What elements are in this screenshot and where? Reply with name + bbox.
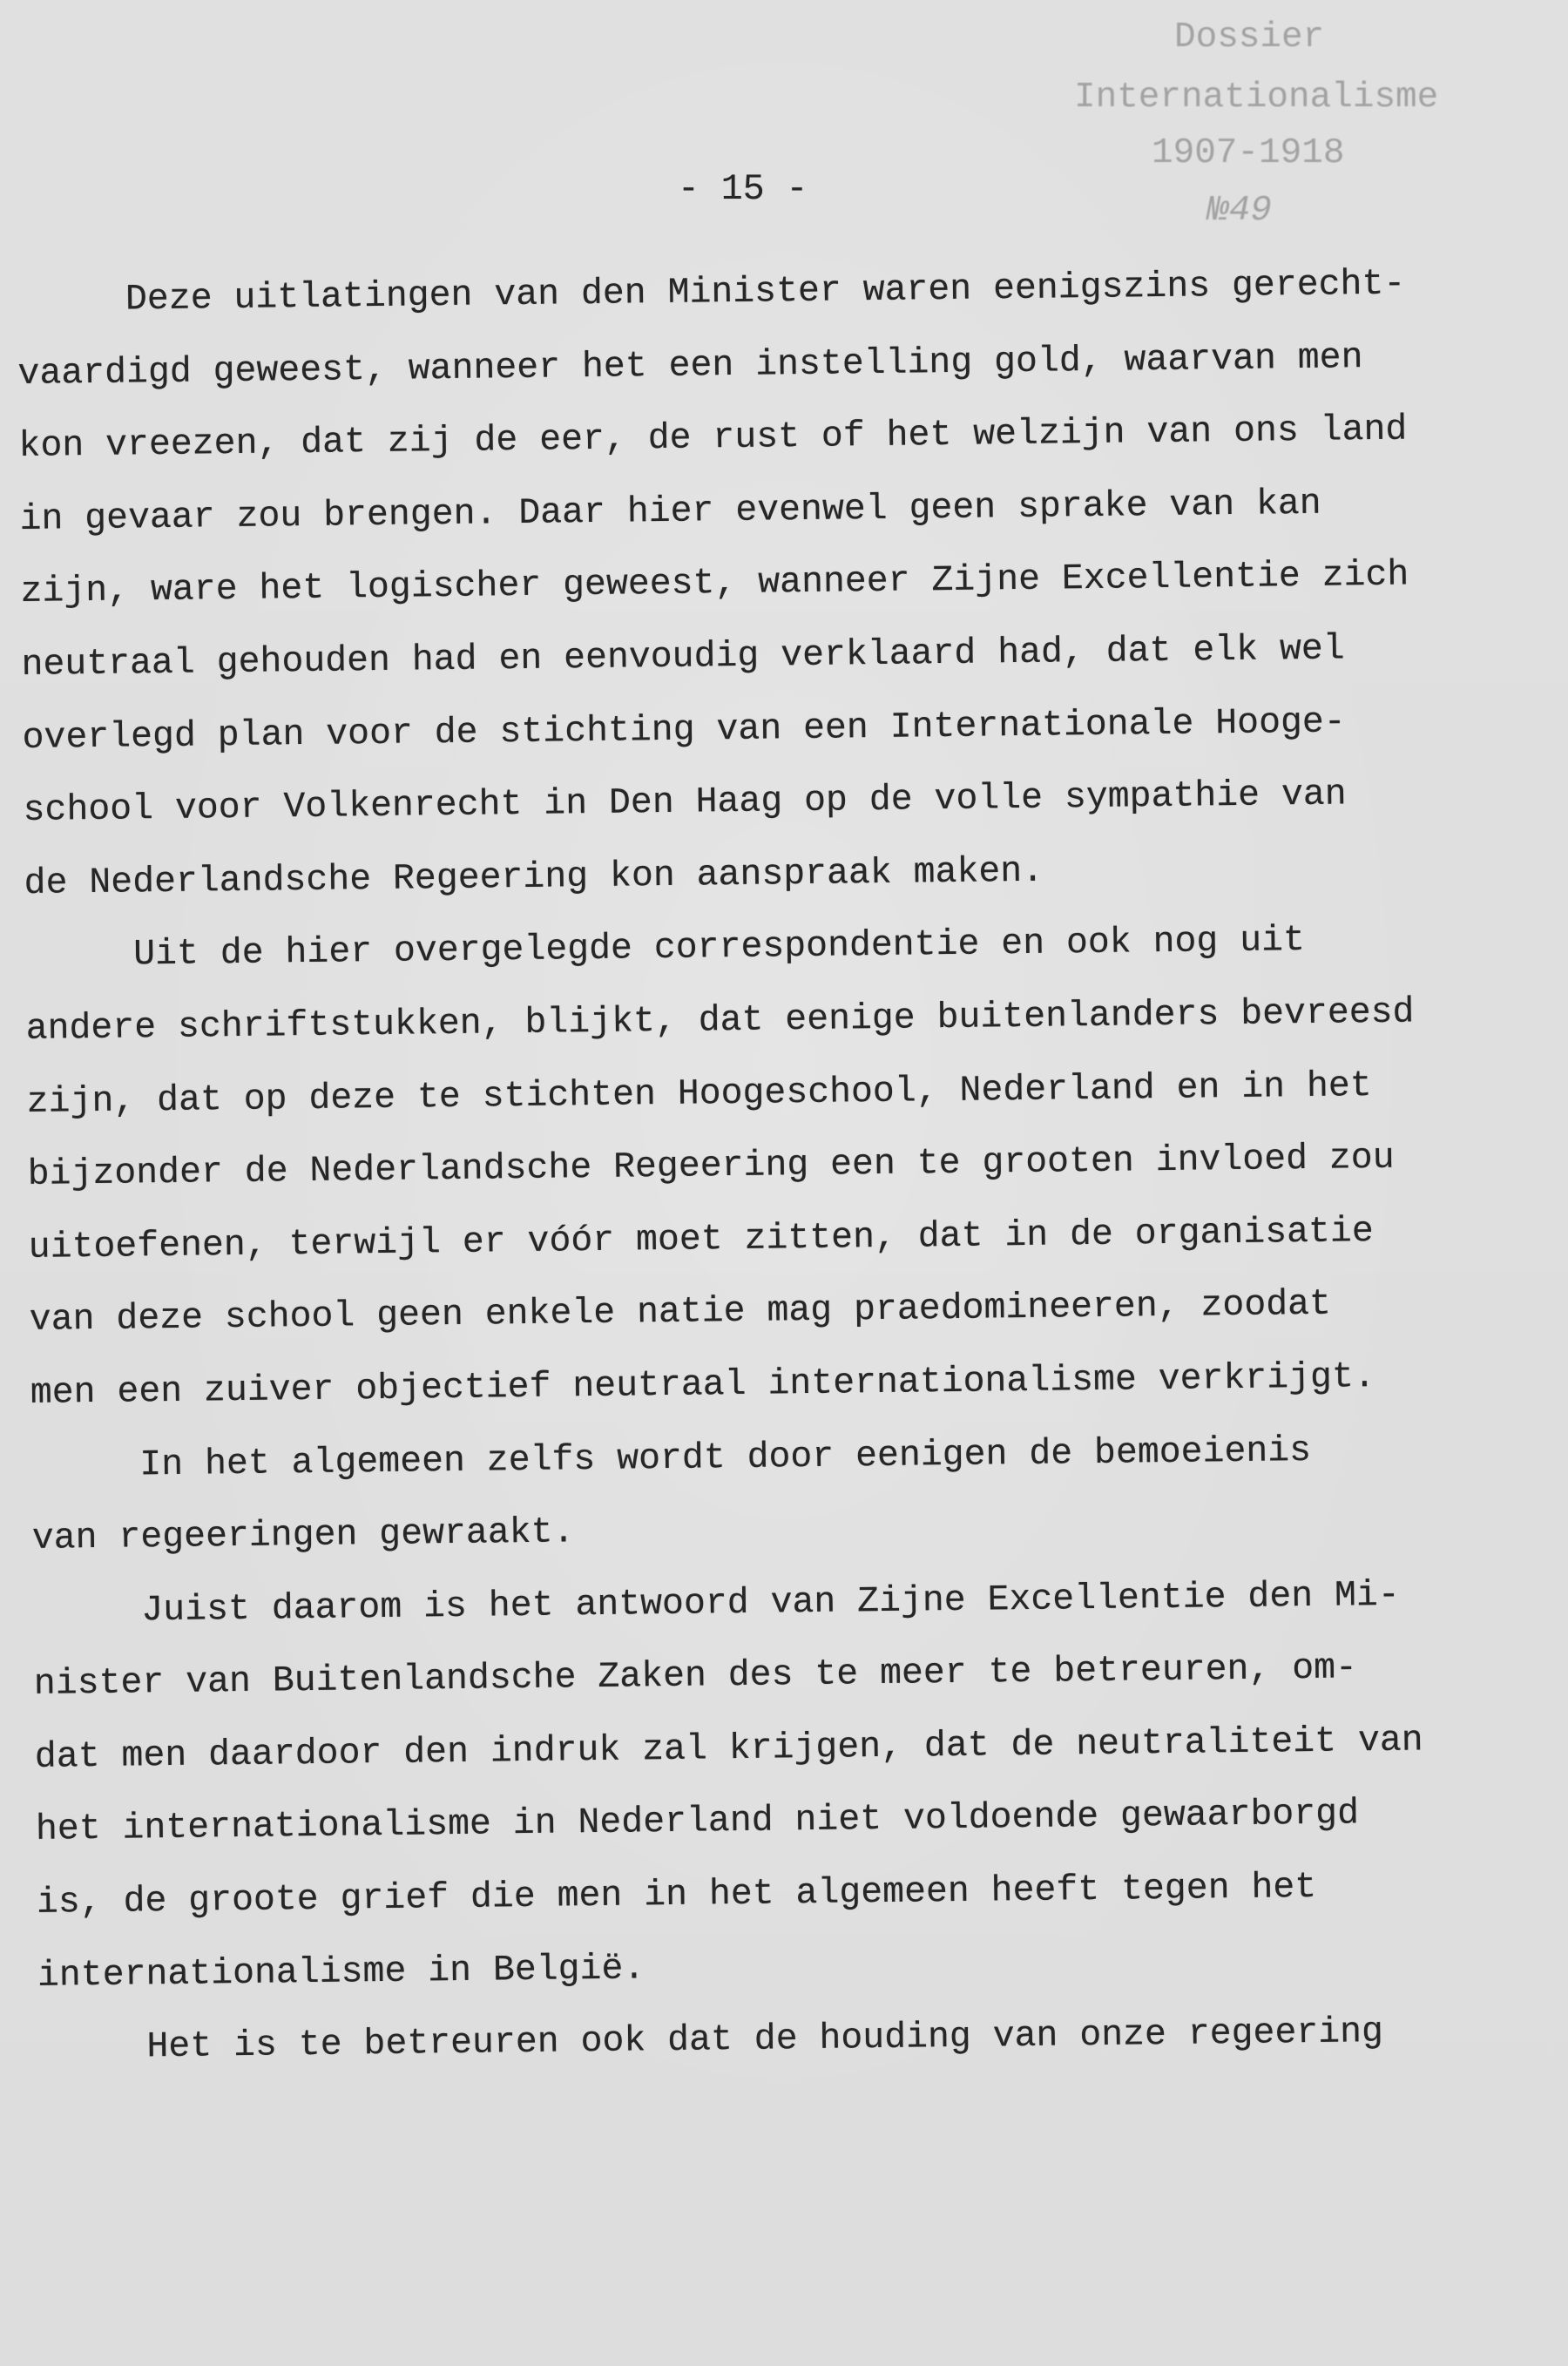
paragraph	[32, 1558, 1518, 2012]
text-line: kon vreezen, dat zij de eer, de rust of het welzijn van ons land	[18, 409, 1408, 468]
text-line: vaardigd geweest, wanneer het een instelling gold, waarvan men	[17, 336, 1363, 395]
typed-body-text	[17, 247, 1519, 2085]
text-line: internationalisme in België.	[37, 1947, 645, 1997]
text-line: dat men daardoor den indruk zal krijgen, dat de neutraliteit van	[34, 1720, 1423, 1778]
text-line: zijn, dat op deze te stichten Hoogeschool, Nederland en in het	[26, 1065, 1372, 1123]
stamp-dossier-label: Dossier	[1174, 17, 1325, 57]
stamp-date-range: 1907-1918	[1152, 133, 1345, 173]
text-line: neutraal gehouden had en eenvoudig verklaard had, dat elk wel	[21, 628, 1345, 686]
text-line: is, de groote grief die men in het algemeen heeft tegen het	[36, 1866, 1317, 1923]
text-line: bijzonder de Nederlandsche Regeering een te grooten invloed zou	[27, 1137, 1395, 1196]
text-line: andere schriftstukken, blijkt, dat eenige buitenlanders bevreesd	[25, 991, 1415, 1050]
text-line: in gevaar zou brengen. Daar hier evenwel geen sprake van kan	[19, 483, 1321, 540]
text-line: men een zuiver objectief neutraal internationalisme verkrijgt.	[30, 1355, 1376, 1414]
text-line: Deze uitlatingen van den Minister waren eenigszins gerecht-	[125, 263, 1406, 321]
text-line: van deze school geen enkele natie mag praedomineeren, zoodat	[29, 1283, 1332, 1342]
paragraph	[24, 902, 1511, 1430]
text-line: Uit de hier overgelegde correspondentie en ook nog uit	[132, 920, 1306, 976]
text-line: overlegd plan voor de stichting van een Internationale Hooge-	[22, 700, 1346, 759]
paragraph	[30, 1412, 1513, 1576]
text-line: het internationalisme in Nederland niet voldoende gewaarborgd	[35, 1793, 1360, 1851]
page-number: - 15 -	[678, 169, 808, 210]
text-line: uitoefenen, terwijl er vóór moet zitten, dat in de organisatie	[28, 1210, 1375, 1268]
text-line: van regeeringen gewraakt.	[31, 1511, 575, 1559]
text-line: Het is te betreuren ook dat de houding van onze regeering	[146, 2011, 1384, 2068]
text-line: school voor Volkenrecht in Den Haag op de volle sympathie van	[23, 774, 1347, 832]
stamp-item-number: №49	[1207, 191, 1272, 231]
text-line: Juist daarom is het antwoord van Zijne Excellentie den Mi-	[141, 1574, 1401, 1632]
text-line: de Nederlandsche Regeering kon aanspraak maken.	[24, 850, 1044, 904]
stamp-collection-title: Internationalisme	[1074, 78, 1439, 118]
text-line: nister van Buitenlandsche Zaken des te meer te betreuren, om-	[33, 1647, 1358, 1706]
text-line: zijn, ware het logischer geweest, wanneer Zijne Excellentie zich	[20, 554, 1409, 613]
paragraph	[17, 247, 1505, 920]
text-line: In het algemeen zelfs wordt door eenigen de bemoeienis	[139, 1430, 1312, 1485]
